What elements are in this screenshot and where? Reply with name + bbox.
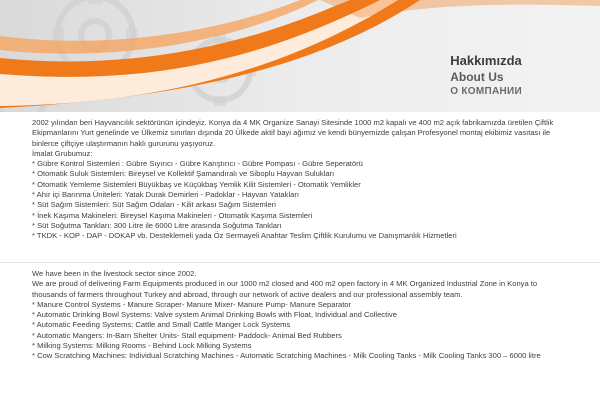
turkish-item: * Otomatik Suluk Sistemleri: Bireysel ve Kollektif Şamandıralı ve Siboplu Hayvan Sulukları [32,169,335,179]
title-block [450,52,522,99]
header-banner [0,0,600,112]
turkish-item: * Otomatik Yemleme Sistemleri Büyükbaş ve Küçükbaş Yemlik Kilit Sistemleri - Otomatik Yemlikler [32,179,361,189]
english-item: * Automatic Feeding Systems: Cattle and Small Cattle Manger Lock Systems [32,320,291,330]
turkish-item: * Süt Sağım Sistemleri: Süt Sağım Odaları - Kilit arkası Sağım Sistemleri [32,200,276,210]
turkish-group-title: İmalat Grubumuz: [32,148,93,158]
turkish-item: * İnek Kaşıma Makineleri: Bireysel Kaşıma Makineleri - Otomatik Kaşıma Sistemleri [32,210,313,220]
turkish-item: * Süt Soğutma Tankları: 300 Litre ile 6000 Litre arasında Soğutma Tankları [32,220,282,230]
turkish-item: * Gübre Kontrol Sistemleri : Gübre Sıyırıcı - Gübre Karıştırıcı - Gübre Pompası - Gübre Seperatörü [32,159,363,169]
turkish-item: * TKDK - KOP - DAP - DOKAP vb. Desteklemeli yada Öz Sermayeli Anahtar Teslim Çiftlik Kurulumu ve Danışmanlık Hizmetleri [32,231,457,241]
english-item: * Manure Control Systems - Manure Scraper- Manure Mixer- Manure Pump- Manure Separator [32,299,352,309]
english-section [32,269,568,362]
english-intro-detail: We are proud of delivering Farm Equipments produced in our 1000 m2 closed and 400 m2 open factory in 4 MK Organized Industrial Zone in Konya to thousands of farmers throughout Turkey and abroad, through our network of active dealers and our professional assembly team. [32,279,538,299]
title-english: About Us [450,70,504,84]
english-item: * Milking Systems: Milking Rooms - Behind Lock Milking Systems [32,341,252,351]
section-divider [0,262,600,263]
title-turkish: Hakkımızda [450,53,522,68]
english-intro: We have been in the livestock sector since 2002. [32,269,197,278]
english-item: * Automatic Drinking Bowl Systems: Valve system Animal Drinking Bowls with Float, Individual and Collective [32,310,397,320]
title-russian: О КОМПАНИИ [450,86,522,97]
english-item: * Cow Scratching Machines: Individual Scratching Machines - Automatic Scratching Machines - Milk Cooling Tanks - Milk Cooling Tanks 300 – 6000 litre [32,351,541,361]
turkish-section [32,118,568,242]
turkish-item: * Ahır içi Barınma Üniteleri: Yatak Durak Demirleri - Padoklar - Hayvan Yatakları [32,190,300,200]
english-item: * Automatic Mangers: In-Barn Shelter Units- Stall equipment- Paddock- Animal Bed Rubbers [32,330,342,340]
turkish-intro: 2002 yılından beri Hayvancılık sektörünün içindeyiz. Konya da 4 MK Organize Sanayi Sitesinde 1000 m2 kapalı ve 400 m2 açık fabrikamızda üretilen Çiftlik Ekipmanlarını Yurt genelinde ve Ülkemiz sınırları dışında 20 Ülkede aktif bayi ağımız ve kendi bünyemizde çalışan Profesyonel montaj ekibimiz vasıtası ile binlerce çiftçiye ulaştırmanın haklı gururunu yaşıyoruz. [32,118,554,148]
